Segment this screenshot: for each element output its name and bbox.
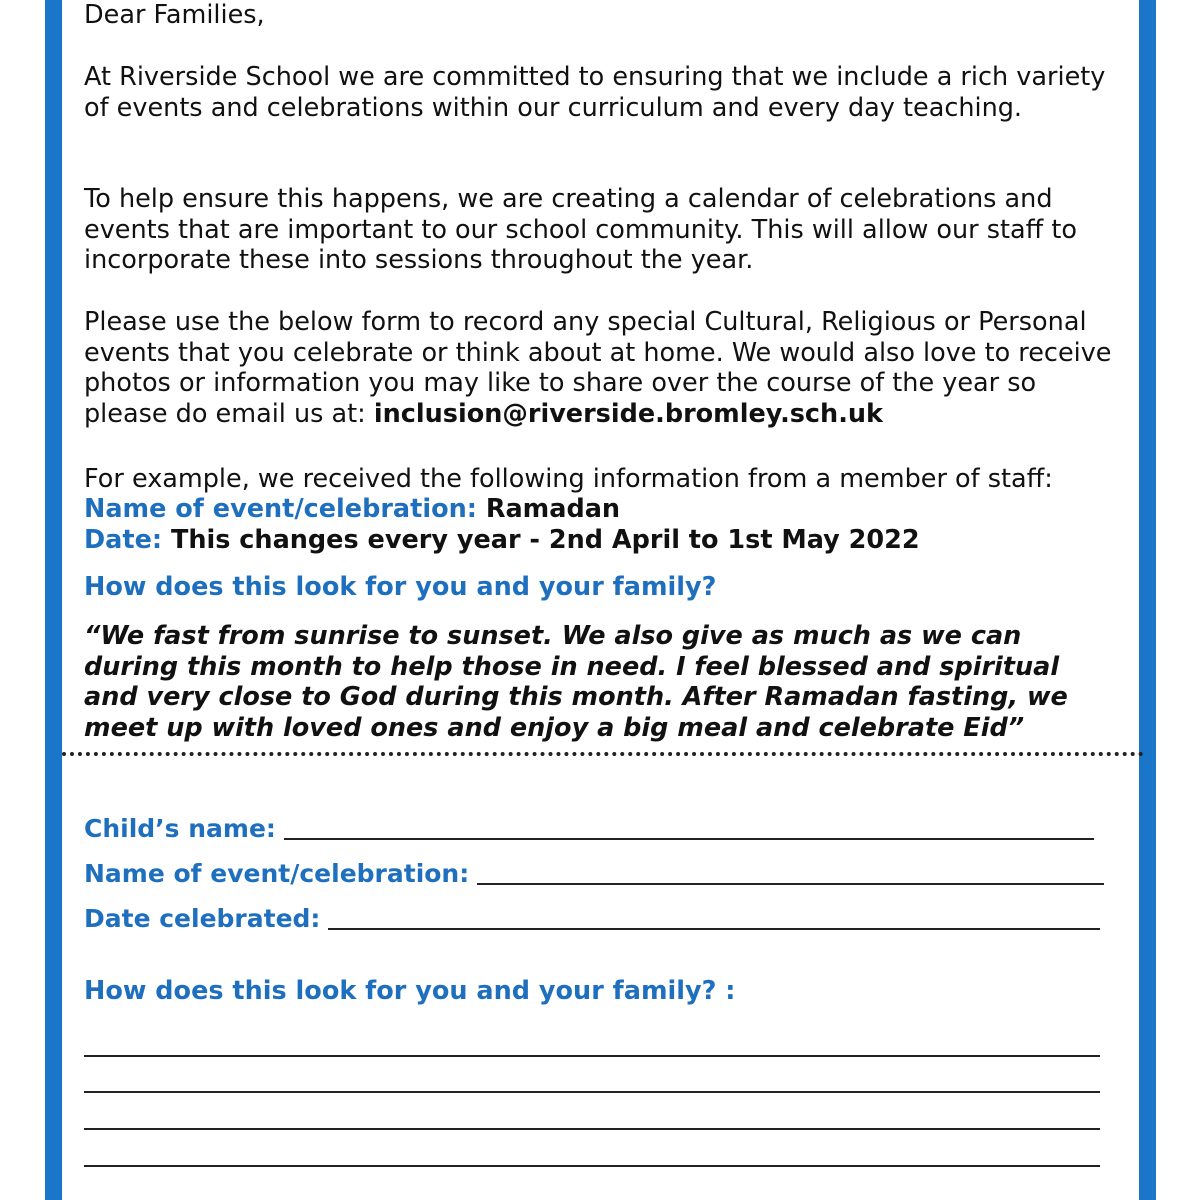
calendar-paragraph: To help ensure this happens, we are creating a calendar of celebrations and events that are important to our school community. This will allow our staff to incorporate these into sessions throughout the year. — [84, 184, 1077, 275]
family-answer-line[interactable] — [84, 1128, 1100, 1130]
event-name-row — [84, 857, 1104, 889]
form-instructions-text: Please use the below form to record any special Cultural, Religious or Personal events that you celebrate or think about at home. We would also love to receive photos or information you may like to share over the course of the year so please do email us at: — [84, 307, 1112, 429]
example-date-label: Date: — [84, 525, 163, 555]
example-quote: “We fast from sunrise to sunset. We also give as much as we can during this month to help those in need. I feel blessed and spiritual and very close to God during this month. After Ramadan fasting, we meet up with loved ones and enjoy a big meal and celebrate Eid” — [84, 621, 1068, 743]
example-event-label: Name of event/celebration: — [84, 494, 477, 524]
form-instructions-paragraph — [84, 307, 1114, 429]
family-answer-line[interactable] — [84, 1055, 1100, 1057]
cut-line-divider — [62, 752, 1144, 756]
example-event-value: Ramadan — [485, 494, 621, 524]
example-intro: For example, we received the following information from a member of staff: — [84, 464, 1053, 494]
example-date-line — [84, 525, 920, 555]
date-celebrated-field[interactable] — [328, 906, 1100, 930]
family-question-label: How does this look for you and your family? : — [84, 976, 736, 1006]
contact-email-link[interactable]: inclusion@riverside.bromley.sch.uk — [373, 398, 884, 429]
example-question-heading: How does this look for you and your family? — [84, 572, 717, 602]
date-celebrated-row — [84, 902, 1100, 934]
event-name-label: Name of event/celebration: — [84, 859, 470, 888]
example-event-line — [84, 494, 620, 524]
left-border — [45, 0, 62, 1200]
child-name-label: Child’s name: — [84, 814, 276, 843]
family-answer-line[interactable] — [84, 1165, 1100, 1167]
event-name-field[interactable] — [477, 861, 1104, 885]
date-celebrated-label: Date celebrated: — [84, 904, 321, 933]
child-name-row — [84, 812, 1094, 844]
right-border — [1139, 0, 1156, 1200]
example-date-value: This changes every year - 2nd April to 1st May 2022 — [170, 525, 920, 555]
greeting: Dear Families, — [84, 0, 265, 30]
intro-paragraph: At Riverside School we are committed to ensuring that we include a rich variety of events and celebrations within our curriculum and every day teaching. — [84, 62, 1106, 123]
child-name-field[interactable] — [284, 816, 1094, 840]
family-answer-line[interactable] — [84, 1091, 1100, 1093]
